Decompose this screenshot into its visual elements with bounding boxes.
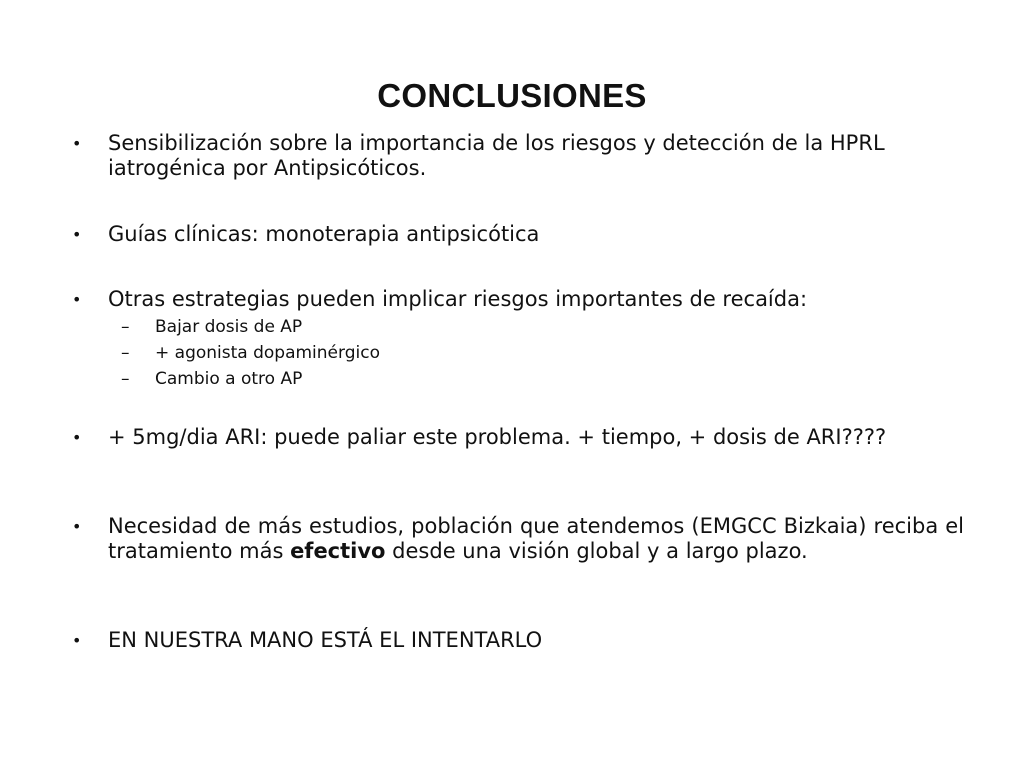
bullet-text: EN NUESTRA MANO ESTÁ EL INTENTARLO	[108, 628, 543, 652]
sub-item-text: Cambio a otro AP	[155, 369, 303, 389]
sub-item-text: Bajar dosis de AP	[155, 317, 303, 337]
bullet-item-otras-estrategias	[72, 287, 964, 312]
bullet-text: Otras estrategias pueden implicar riesgos importantes de recaída:	[108, 287, 808, 311]
bullet-item-en-nuestra-mano	[72, 628, 964, 653]
sub-item-agonista	[121, 342, 380, 364]
bullet-text-before: Necesidad de más estudios, población que atendemos (EMGCC Bizkaia) reciba el tratamiento más	[108, 514, 964, 563]
bullet-item-sensibilizacion	[72, 131, 964, 181]
bullet-icon: •	[72, 517, 82, 536]
bullet-icon: •	[72, 225, 82, 244]
bullet-item-ari	[72, 425, 964, 450]
dash-icon: –	[121, 317, 130, 337]
sub-item-bajar-dosis	[121, 316, 303, 338]
bullet-text: Guías clínicas: monoterapia antipsicótica	[108, 222, 540, 246]
bullet-icon: •	[72, 631, 82, 650]
sub-item-text: + agonista dopaminérgico	[155, 343, 380, 363]
dash-icon: –	[121, 369, 130, 389]
bullet-text: Sensibilización sobre la importancia de los riesgos y detección de la HPRL iatrogénica por Antipsicóticos.	[108, 131, 885, 180]
bullet-text-after: desde una visión global y a largo plazo.	[385, 539, 808, 563]
bullet-icon: •	[72, 428, 82, 447]
slide-title: CONCLUSIONES	[377, 77, 647, 114]
bullet-text: + 5mg/dia ARI: puede paliar este problema. + tiempo, + dosis de ARI????	[108, 425, 887, 449]
sub-item-cambio	[121, 368, 303, 390]
bullet-icon: •	[72, 134, 82, 153]
dash-icon: –	[121, 343, 130, 363]
bullet-icon: •	[72, 290, 82, 309]
emphasis-text: efectivo	[290, 539, 386, 563]
bullet-item-guias-clinicas	[72, 222, 964, 247]
bullet-item-necesidad	[72, 514, 964, 564]
